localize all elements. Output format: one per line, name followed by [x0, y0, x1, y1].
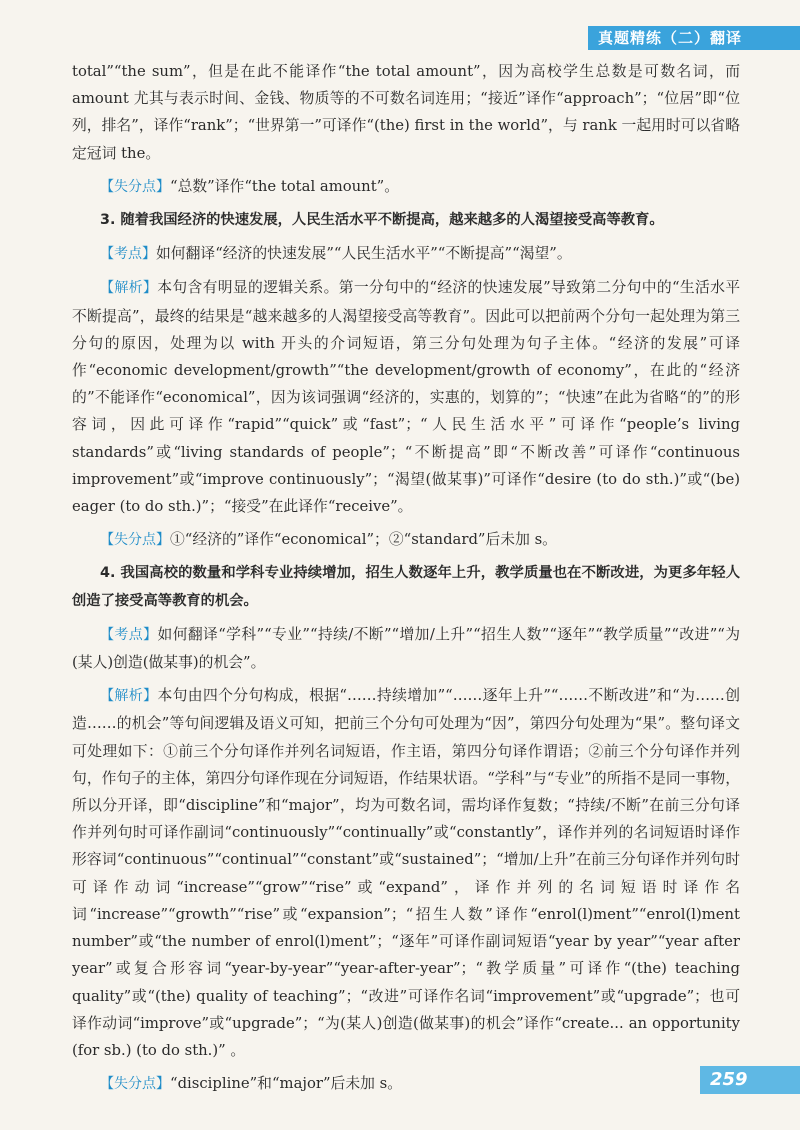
question-3-text: 3. 随着我国经济的快速发展，人民生活水平不断提高，越来越多的人渴望接受高等教育。: [100, 212, 664, 229]
answer-content: [72, 58, 740, 1098]
key-point-4: [72, 621, 740, 676]
analysis-tag: 【解析】: [100, 280, 158, 297]
question-4: [72, 560, 740, 614]
key-point-tag: 【考点】: [100, 626, 158, 643]
question-3: [72, 207, 740, 234]
section-title: 真题精练（二）翻译: [598, 29, 743, 47]
error-point-4: [72, 1070, 740, 1098]
error-point-text: “总数”译作“the total amount”。: [170, 177, 400, 195]
analysis-text: 本句由四个分句构成，根据“……持续增加”“……逐年上升”“……不断改进”和“为……创造……的机会”等句间逻辑及语义可知，把前三个分句可处理为“因”，第四分句处理为“果”。整句译文可处理如下：①前三个分句译作并列名词短语，作主语，第四分句译作谓语；②前三个分句译作并列句，作句子的主体，第四分句译作现在分词短语，作结果状语。“学科”与“专业”的所指不是同一事物，所以分开译，即“discipline”和“major”，均为可数名词，需均译作复数；“持续/不断”在前三分句译作并列句时可译作副词“continuously”“continually”或“constantly”，译作并列的名词短语时译作形容词“continuous”“continual”“constant”或“sustained”；“增加/上升”在前三分句译作并列句时可译作动词“increase”“grow”“rise”或“expand”，译作并列的名词短语时译作名词“increase”“growth”“rise”或“expansion”；“招生人数”译作“enrol(l)ment”“enrol(l)ment number”或“the number of enrol(l)ment”；“逐年”可译作副词短语“year by year”“year after year”或复合形容词“year-by-year”“year-after-year”；“教学质量”可译作“(the) teaching quality”或“(the) quality of teaching”；“改进”可译作名词“improvement”或“upgrade”；也可译作动词“improve”或“upgrade”；“为(某人)创造(做某事)的机会”译作“create... an opportunity (for sb.) (to do sth.)” 。: [72, 687, 740, 1059]
key-point-text: 如何翻译“经济的快速发展”“人民生活水平”“不断提高”“渴望”。: [156, 245, 572, 263]
section-header: [588, 26, 800, 50]
key-point-text: 如何翻译“学科”“专业”“持续/不断”“增加/上升”“招生人数”“逐年”“教学质量”“改进”“为(某人)创造(做某事)的机会”。: [72, 625, 741, 672]
error-point-tag: 【失分点】: [100, 532, 170, 549]
analysis-4: [72, 682, 740, 1064]
key-point-tag: 【考点】: [100, 246, 156, 263]
paragraph-continuation: [72, 58, 740, 167]
error-point-text: “discipline”和“major”后未加 s。: [170, 1075, 403, 1093]
analysis-tag: 【解析】: [100, 688, 158, 705]
question-4-text: 4. 我国高校的数量和学科专业持续增加，招生人数逐年上升，教学质量也在不断改进，为更多年轻人创造了接受高等教育的机会。: [72, 565, 740, 609]
error-point-tag: 【失分点】: [100, 178, 170, 195]
error-point-text: ①“经济的”译作“economical”；②“standard”后未加 s。: [170, 531, 557, 549]
analysis-3: [72, 274, 740, 520]
key-point-3: [72, 240, 740, 268]
page-number: 259: [710, 1069, 748, 1090]
paragraph-text: total”“the sum”，但是在此不能译作“the total amount”，因为高校学生总数是可数名词，而amount 尤其与表示时间、金钱、物质等的不可数名词连用；“接近”译作“approach”；“位居”即“位列，排名”，译作“rank”；“世界第一”可译作“(the) first in the world”，与 rank 一起用时可以省略定冠词 the。: [72, 63, 740, 162]
error-point-3: [72, 526, 740, 554]
error-point-1: [72, 173, 740, 201]
analysis-text: 本句含有明显的逻辑关系。第一分句中的“经济的快速发展”导致第二分句中的“生活水平不断提高”，最终的结果是“越来越多的人渴望接受高等教育”。因此可以把前两个分句一起处理为第三分句的原因，处理为以 with 开头的介词短语，第三分句处理为句子主体。“经济的发展”可译作“economic development/growth”“the development/growth of economy”，在此的“经济的”不能译作“economical”，因为该词强调“经济的，实惠的，划算的”；“快速”在此为省略“的”的形容词，因此可译作“rapid”“quick”或“fast”；“人民生活水平”可译作“people’s living standards”或“living standards of people”；“不断提高”即“不断改善”可译作“continuous improvement”或“improve continuously”；“渴望(做某事)”可译作“desire (to do sth.)”或“(be) eager (to do sth.)”；“接受”在此译作“receive”。: [72, 279, 741, 516]
error-point-tag: 【失分点】: [100, 1076, 170, 1093]
